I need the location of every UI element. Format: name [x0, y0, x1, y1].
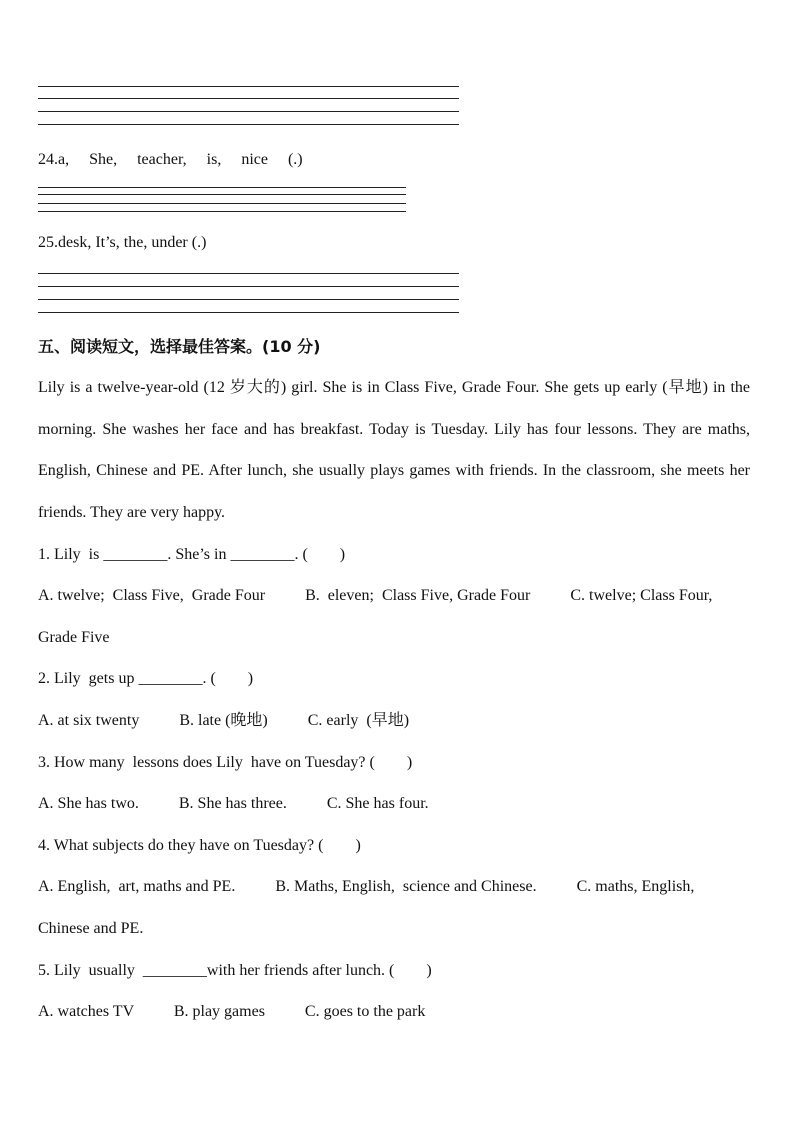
answer-line: [38, 187, 406, 188]
answer-line: [38, 194, 406, 195]
answer-line: [38, 273, 459, 274]
answer-line: [38, 124, 459, 125]
question-2-options: A. at six twenty B. late (晚地) C. early (早地): [38, 712, 410, 729]
question-3: 3. How many lessons does Lily have on Tuesday? ( ): [38, 754, 413, 771]
reading-passage: Lily is a twelve-year-old (12 岁大的) girl. She is in Class Five, Grade Four. She gets up early (早地) in the morning. She washes her face and has breakfast. Today is Tuesday. Lily has four lessons. They are maths, English, Chinese and PE. After lunch, she usually plays games with friends. In the classroom, she meets her friends. They are very happy.: [38, 379, 750, 521]
question-4: 4. What subjects do they have on Tuesday? ( ): [38, 837, 361, 854]
question-1-options: A. twelve; Class Five, Grade Four B. eleven; Class Five, Grade Four C. twelve; Class Four, Grade Five: [38, 587, 717, 646]
question-4-options: A. English, art, maths and PE. B. Maths, English, science and Chinese. C. maths, English, Chinese and PE.: [38, 878, 703, 937]
answer-line: [38, 111, 459, 112]
section-heading: 五、阅读短文，选择最佳答案。(10 分): [38, 337, 321, 356]
question-3-options: A. She has two. B. She has three. C. She has four.: [38, 795, 429, 812]
answer-line: [38, 211, 406, 212]
question-1: 1. Lily is ________. She’s in ________. ( ): [38, 546, 346, 563]
question-2: 2. Lily gets up ________. ( ): [38, 670, 254, 687]
answer-line: [38, 299, 459, 300]
answer-line: [38, 203, 406, 204]
answer-line: [38, 312, 459, 313]
question-25: 25.desk, It’s, the, under (.): [38, 234, 207, 251]
question-24: 24.a, She, teacher, is, nice (.): [38, 151, 303, 168]
question-5-options: A. watches TV B. play games C. goes to the park: [38, 1003, 426, 1020]
question-5: 5. Lily usually ________with her friends after lunch. ( ): [38, 962, 432, 979]
answer-line: [38, 98, 459, 99]
answer-line: [38, 86, 459, 87]
answer-line: [38, 286, 459, 287]
